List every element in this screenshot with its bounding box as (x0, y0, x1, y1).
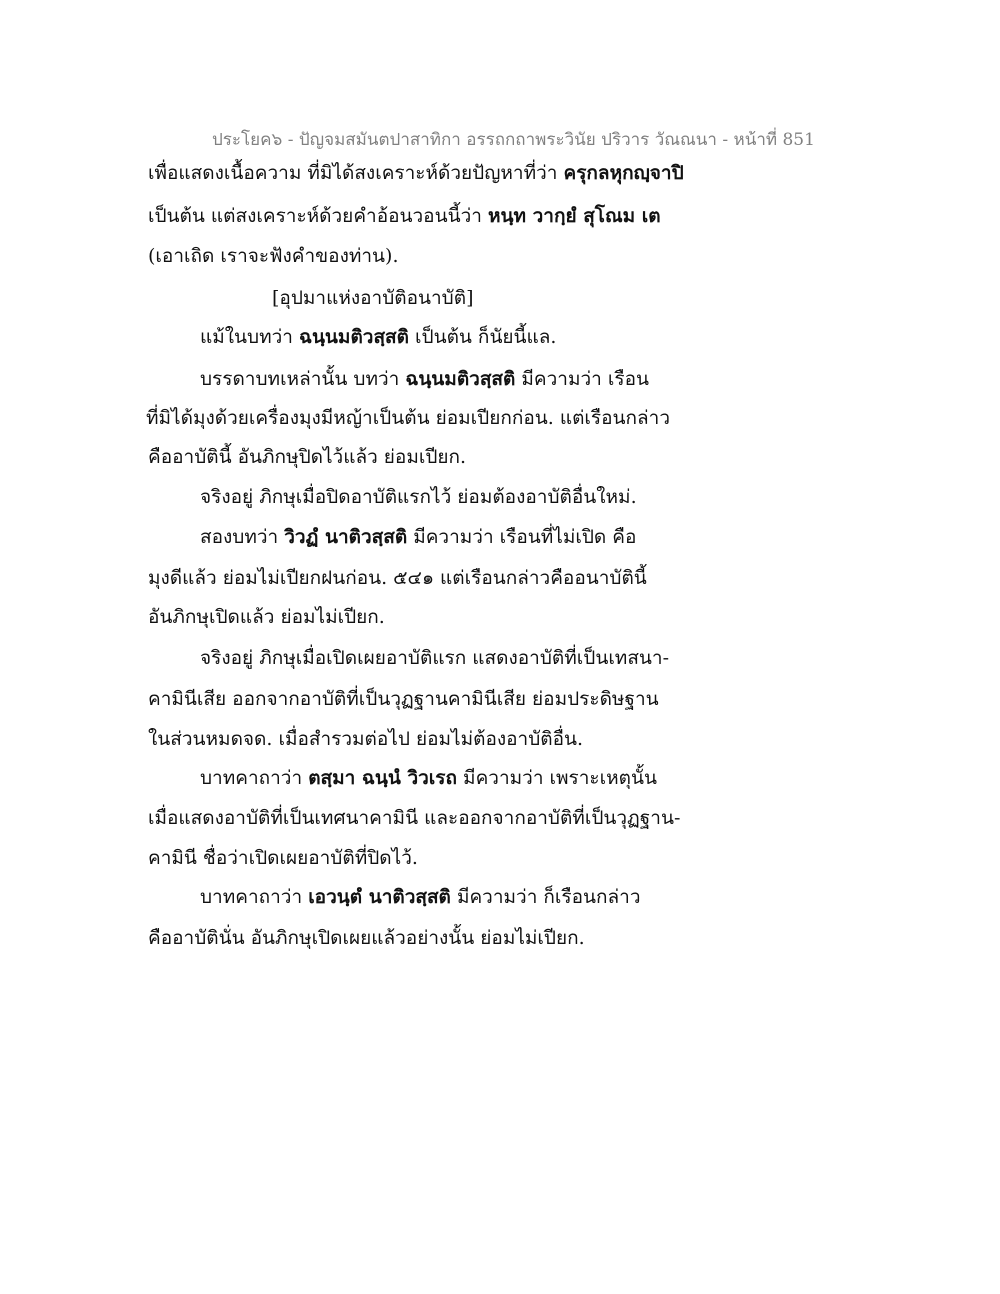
text-run: คามินีเสีย ออกจากอาบัติที่เป็นวุฏฐานคามินีเสีย ย่อมประดิษฐาน (148, 688, 659, 710)
text-line (148, 203, 661, 229)
text-run: มีความว่า ก็เรือนกล่าว (450, 886, 641, 908)
text-run: คืออาบัตินี้ อันภิกษุปิดไว้แล้ว ย่อมเปียก. (148, 446, 467, 468)
text-line (200, 484, 637, 510)
text-run: บาทคาถาว่า (200, 767, 309, 789)
text-run: มีความว่า เรือนที่ไม่เปิด คือ (407, 526, 637, 548)
text-run: เมื่อแสดงอาบัติที่เป็นเทศนาคามินี และออกจากอาบัติที่เป็นวุฏฐาน- (148, 807, 681, 829)
text-run: เพื่อแสดงเนื้อความ ที่มิได้สงเคราะห์ด้วยปัญหาที่ว่า (148, 162, 564, 184)
text-run: บาทคาถาว่า (200, 886, 309, 908)
text-run: ในส่วนหมดจด. เมื่อสำรวมต่อไป ย่อมไม่ต้องอาบัติอื่น. (148, 728, 584, 750)
text-line (200, 366, 649, 392)
section-heading (272, 285, 474, 311)
text-run: อันภิกษุเปิดแล้ว ย่อมไม่เปียก. (148, 606, 385, 628)
text-line (148, 160, 684, 186)
text-run: เป็นต้น แต่สงเคราะห์ด้วยคำอ้อนวอนนี้ว่า (148, 205, 488, 227)
pali-term: ฉนฺนมติวสฺสติ (299, 326, 409, 348)
text-line (200, 324, 556, 350)
text-line (200, 645, 669, 671)
pali-term: หนฺท วากฺยํ สุโณม เต (487, 205, 661, 227)
text-line (148, 805, 680, 831)
pali-term: ครุกลหุกญฺจาปิ (563, 162, 684, 184)
text-line (200, 884, 641, 910)
text-run: [อุปมาแห่งอาบัติอนาบัติ] (272, 287, 474, 309)
text-line (148, 565, 647, 591)
text-line (148, 726, 583, 752)
pali-term: ฉนฺนมติวสฺสติ (405, 368, 516, 390)
text-line (146, 405, 670, 431)
pali-term: วิวฏํ นาติวสฺสติ (284, 526, 408, 548)
text-run: มีความว่า เพราะเหตุนั้น (457, 767, 657, 789)
text-run: มีความว่า เรือน (515, 368, 649, 390)
text-run: คามินี ชื่อว่าเปิดเผยอาบัติที่ปิดไว้. (148, 847, 418, 869)
text-run: จริงอยู่ ภิกษุเมื่อปิดอาบัติแรกไว้ ย่อมต้องอาบัติอื่นใหม่. (200, 486, 637, 508)
text-run: เป็นต้น ก็นัยนี้แล. (408, 326, 557, 348)
text-line (148, 925, 585, 951)
text-line (200, 524, 636, 550)
page-header: ประโยค๖ - ปัญจมสมันตปาสาทิกา อรรถกถาพระวินัย ปริวาร วัณณนา - หน้าที่ 851 (212, 130, 815, 150)
text-line (200, 765, 657, 791)
text-line (148, 604, 385, 630)
text-run: สองบทว่า (200, 526, 285, 548)
pali-term: เอวนฺตํ นาติวสฺสติ (308, 886, 451, 908)
text-line (148, 243, 399, 269)
text-run: แม้ในบทว่า (200, 326, 299, 348)
text-run: บรรดาบทเหล่านั้น บทว่า (200, 368, 406, 390)
text-line (148, 686, 659, 712)
text-run: (เอาเถิด เราจะฟังคำของท่าน). (148, 245, 399, 267)
text-run: ที่มิได้มุงด้วยเครื่องมุงมีหญ้าเป็นต้น ย่อมเปียกก่อน. แต่เรือนกล่าว (146, 407, 671, 429)
text-run: คืออาบัตินั่น อันภิกษุเปิดเผยแล้วอย่างนั้น ย่อมไม่เปียก. (148, 927, 585, 949)
text-run: มุงดีแล้ว ย่อมไม่เปียกฝนก่อน. ๕๔๑ แต่เรือนกล่าวคืออนาบัตินี้ (148, 567, 647, 589)
pali-term: ตสฺมา ฉนฺนํ วิวเรถ (308, 767, 458, 789)
text-line (148, 845, 418, 871)
text-line (148, 444, 466, 470)
text-run: จริงอยู่ ภิกษุเมื่อเปิดเผยอาบัติแรก แสดงอาบัติที่เป็นเทสนา- (200, 647, 670, 669)
